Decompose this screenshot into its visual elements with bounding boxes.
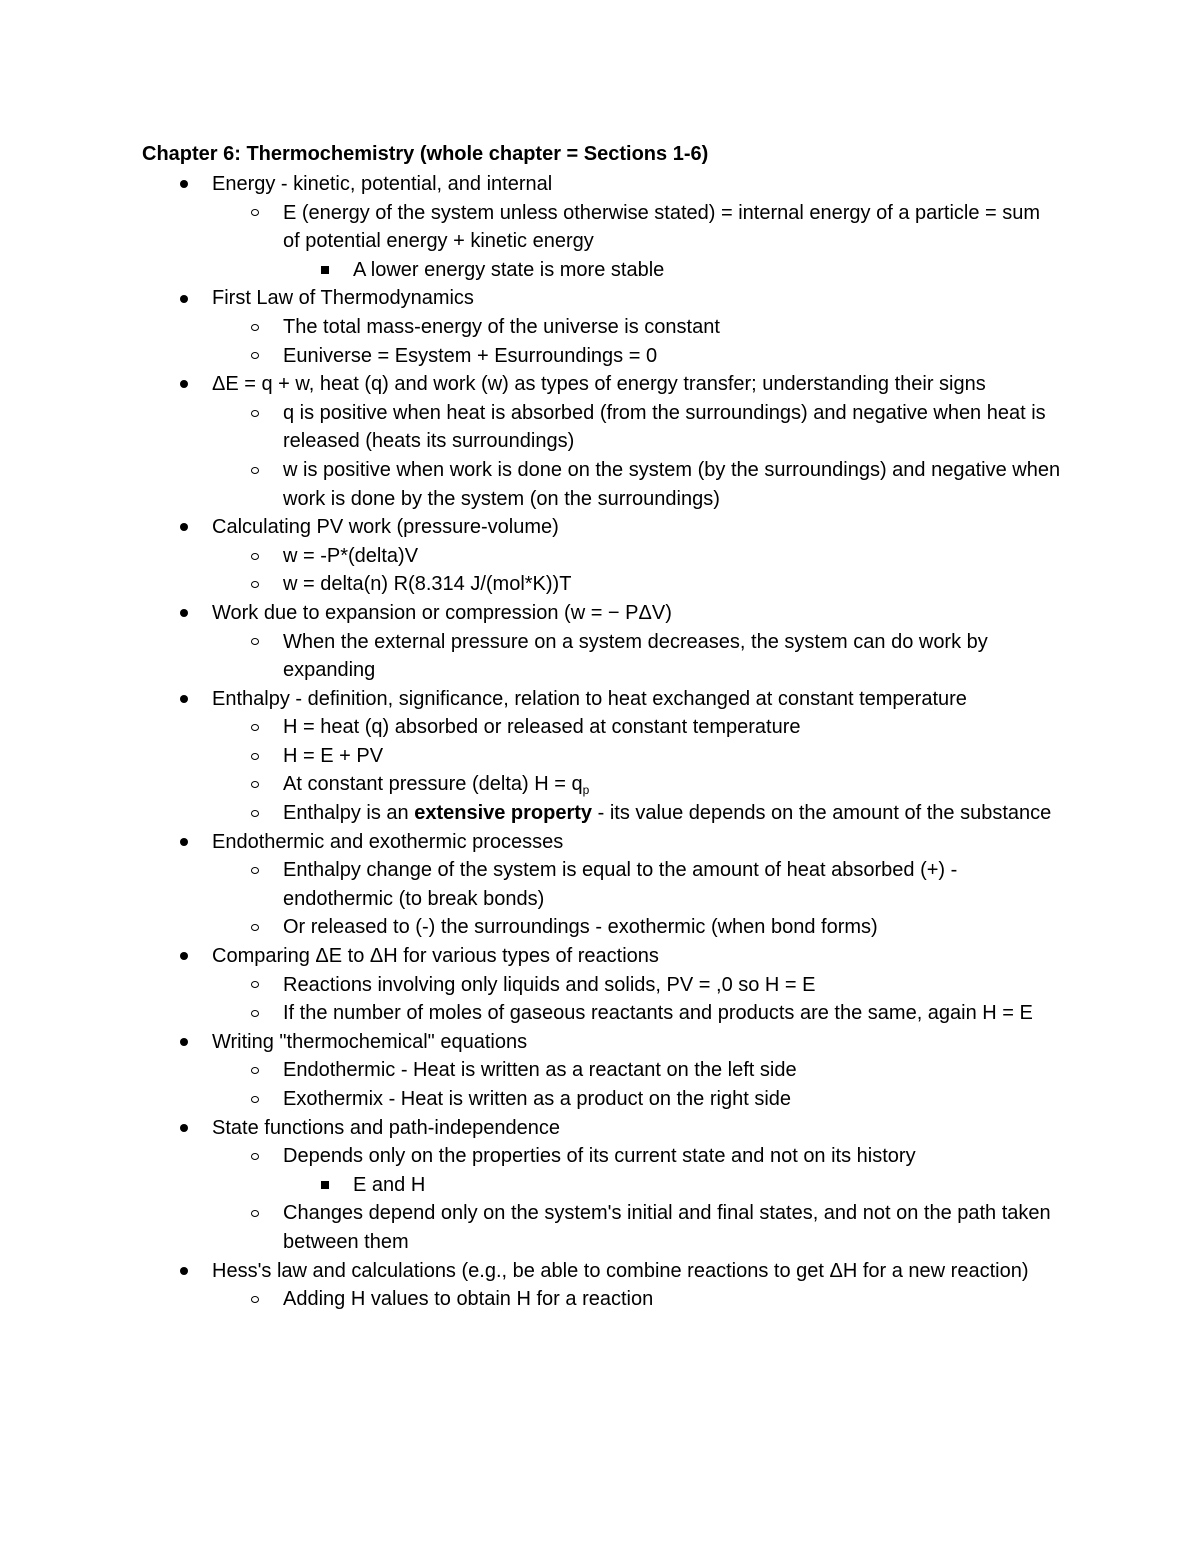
bullet-circle-icon [245, 1085, 265, 1114]
list-item-text: Hess's law and calculations (e.g., be able to combine reactions to get ΔH for a new reaction) [212, 1259, 1029, 1282]
list-item-text-continued: - its value depends on the amount of the substance [592, 802, 1052, 825]
list-item-text: w = -P*(delta)V [283, 544, 419, 567]
list-item-level-1 [142, 599, 1062, 628]
bullet-disc-icon [174, 513, 194, 542]
list-item-level-1 [142, 513, 1062, 542]
list-item-level-2 [142, 199, 1062, 256]
bullet-circle-icon [245, 1056, 265, 1085]
bullet-square-icon [315, 256, 335, 285]
bullet-circle-icon [245, 628, 265, 657]
bullet-disc-icon [174, 284, 194, 313]
list-item-text: Work due to expansion or compression (w = − PΔV) [212, 601, 672, 624]
list-item-level-2 [142, 742, 1062, 771]
list-item-level-1 [142, 828, 1062, 857]
bullet-circle-icon [245, 1142, 265, 1171]
list-item-level-2 [142, 713, 1062, 742]
list-item-text: H = E + PV [283, 744, 384, 767]
list-item-text: The total mass-energy of the universe is constant [283, 315, 720, 338]
bullet-circle-icon [245, 742, 265, 771]
list-item-level-3 [142, 1171, 1062, 1200]
list-item-text: At constant pressure (delta) H = q [283, 773, 583, 796]
bullet-circle-icon [245, 971, 265, 1000]
bullet-disc-icon [174, 1028, 194, 1057]
list-item-level-2 [142, 1142, 1062, 1171]
list-item-level-2 [142, 542, 1062, 571]
list-item-text: Adding H values to obtain H for a reaction [283, 1288, 654, 1311]
list-item-level-2 [142, 342, 1062, 371]
bullet-circle-icon [245, 913, 265, 942]
list-item-text: Enthalpy is an [283, 802, 415, 825]
outline-list [142, 170, 1062, 1314]
bullet-circle-icon [245, 799, 265, 828]
bullet-circle-icon [245, 713, 265, 742]
list-item-text: q is positive when heat is absorbed (from the surroundings) and negative when heat is released (heats its surroundings) [283, 401, 1046, 453]
bullet-circle-icon [245, 542, 265, 571]
list-item-text: Changes depend only on the system's initial and final states, and not on the path taken between them [283, 1202, 1051, 1253]
list-item-text: Exothermix - Heat is written as a product on the right side [283, 1088, 792, 1110]
bullet-disc-icon [174, 942, 194, 971]
list-item-level-3 [142, 256, 1062, 285]
list-item-text: Writing "thermochemical" equations [212, 1030, 528, 1053]
list-item-text: Enthalpy change of the system is equal to the amount of heat absorbed (+) - endothermic (to break bonds) [283, 859, 958, 910]
list-item-text: A lower energy state is more stable [353, 258, 665, 281]
list-item-level-1 [142, 1028, 1062, 1057]
bullet-disc-icon [174, 170, 194, 199]
list-item-level-1 [142, 170, 1062, 199]
list-item-level-2 [142, 856, 1062, 913]
bullet-disc-icon [174, 685, 194, 714]
list-item-text: Depends only on the properties of its current state and not on its history [283, 1145, 916, 1168]
bullet-disc-icon [174, 1257, 194, 1286]
list-item-text: Or released to (-) the surroundings - exothermic (when bond forms) [283, 916, 878, 939]
bullet-circle-icon [245, 1285, 265, 1314]
bold-term: extensive property [414, 802, 593, 825]
list-item-level-2 [142, 399, 1062, 456]
list-item-text: E (energy of the system unless otherwise stated) = internal energy of a particle = sum of potential energy + kinetic energy [283, 201, 1041, 253]
list-item-level-1 [142, 1114, 1062, 1143]
list-item-text: If the number of moles of gaseous reactants and products are the same, again H = E [283, 1002, 1033, 1025]
list-item-level-2 [142, 456, 1062, 513]
list-item-text: First Law of Thermodynamics [212, 287, 474, 310]
bullet-circle-icon [245, 199, 265, 228]
list-item-level-1 [142, 284, 1062, 313]
list-item-level-1 [142, 370, 1062, 399]
list-item-text: E and H [353, 1173, 426, 1196]
list-item-text: Calculating PV work (pressure-volume) [212, 516, 559, 539]
list-item-level-1 [142, 685, 1062, 714]
list-item-level-1 [142, 942, 1062, 971]
bullet-disc-icon [174, 370, 194, 399]
bullet-circle-icon [245, 570, 265, 599]
bullet-square-icon [315, 1171, 335, 1200]
list-item-level-2 [142, 770, 1062, 799]
list-item-text: State functions and path-independence [212, 1116, 561, 1139]
bullet-circle-icon [245, 770, 265, 799]
list-item-text: Reactions involving only liquids and solids, PV = ,0 so H = E [283, 973, 816, 996]
bullet-disc-icon [174, 828, 194, 857]
bullet-circle-icon [245, 342, 265, 371]
bullet-circle-icon [245, 456, 265, 485]
list-item-level-2 [142, 1285, 1062, 1314]
bullet-circle-icon [245, 856, 265, 885]
bullet-disc-icon [174, 1114, 194, 1143]
bullet-circle-icon [245, 313, 265, 342]
bullet-disc-icon [174, 599, 194, 628]
bullet-circle-icon [245, 1199, 265, 1228]
list-item-text: Energy - kinetic, potential, and internal [212, 173, 553, 195]
list-item-level-2 [142, 628, 1062, 685]
list-item-text: When the external pressure on a system decreases, the system can do work by expanding [283, 630, 988, 682]
list-item-text: Enthalpy - definition, significance, relation to heat exchanged at constant temperature [212, 687, 967, 710]
list-item-level-2 [142, 1199, 1062, 1256]
list-item-text: ΔE = q + w, heat (q) and work (w) as types of energy transfer; understanding their signs [212, 373, 986, 396]
list-item-text: w is positive when work is done on the system (by the surroundings) and negative when work is done by the system (on the surroundings) [283, 458, 1061, 510]
bullet-circle-icon [245, 999, 265, 1028]
list-item-level-2 [142, 1056, 1062, 1085]
bullet-circle-icon [245, 399, 265, 428]
list-item-text: Endothermic - Heat is written as a reactant on the left side [283, 1059, 797, 1082]
list-item-level-2 [142, 1085, 1062, 1114]
chapter-title: Chapter 6: Thermochemistry (whole chapter = Sections 1-6) [142, 143, 709, 165]
list-item-level-1 [142, 1257, 1062, 1286]
list-item-level-2 [142, 313, 1062, 342]
list-item-text: H = heat (q) absorbed or released at constant temperature [283, 716, 801, 739]
list-item-text: Euniverse = Esystem + Esurroundings = 0 [283, 344, 658, 367]
list-item-text: w = delta(n) R(8.314 J/(mol*K))T [283, 573, 572, 596]
subscript: p [582, 783, 590, 798]
list-item-level-2 [142, 570, 1062, 599]
list-item-level-2 [142, 971, 1062, 1000]
list-item-level-2 [142, 913, 1062, 942]
list-item-level-2 [142, 999, 1062, 1028]
list-item-text: Comparing ΔE to ΔH for various types of reactions [212, 945, 659, 968]
list-item-text: Endothermic and exothermic processes [212, 830, 564, 853]
list-item-level-2 [142, 799, 1062, 828]
